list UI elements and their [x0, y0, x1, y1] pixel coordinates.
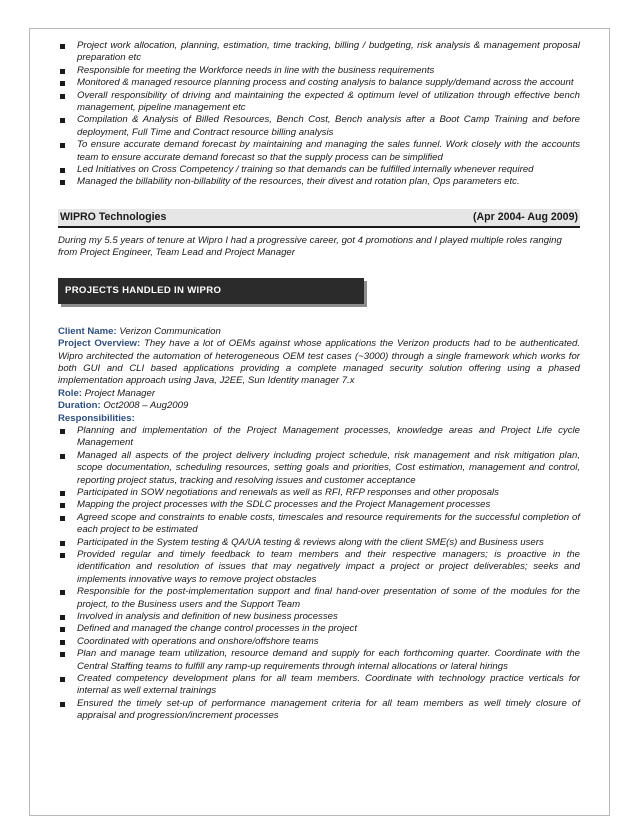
responsibilities-label: Responsibilities:	[58, 412, 135, 424]
list-item: Plan and manage team utilization, resource demand and supply for each forthcoming quarter. Coordinate with the Central Staffing teams to fulfill any ramp-up requirements through internal allocations or lateral hirings	[58, 648, 580, 673]
list-item: Responsible for the post-implementation support and final hand-over presentation of some of the modules for the project, to the Business users and the Support Team	[58, 586, 580, 611]
company-period: (Apr 2004- Aug 2009)	[473, 211, 578, 224]
list-item: Compilation & Analysis of Billed Resources, Bench Cost, Bench analysis after a Boot Camp Training and before deployment, Full Time and Contract resource billing analysis	[58, 114, 580, 139]
bullet-icon	[60, 81, 65, 86]
bullet-icon	[60, 180, 65, 185]
project-overview-line	[58, 338, 580, 388]
bullet-icon	[60, 44, 65, 49]
list-item: Coordinated with operations and onshore/offshore teams	[58, 636, 580, 648]
bullet-icon	[60, 652, 65, 657]
role-line	[58, 388, 580, 400]
list-item: Led Initiatives on Cross Competency / training so that demands can be fulfilled internally whenever required	[58, 164, 580, 176]
duration-value: Oct2008 – Aug2009	[103, 400, 189, 412]
company-name: WIPRO Technologies	[60, 211, 167, 224]
role-value: Project Manager	[84, 387, 156, 399]
client-name-label: Client Name:	[58, 325, 117, 337]
list-item: Project work allocation, planning, estimation, time tracking, billing / budgeting, risk analysis & management proposal preparation etc	[58, 40, 580, 65]
project-details	[58, 326, 580, 425]
top-bullet-list	[58, 40, 580, 189]
client-name: Verizon Communication	[119, 325, 221, 337]
duration-line	[58, 400, 580, 412]
bullet-icon	[60, 516, 65, 521]
bullet-icon	[60, 491, 65, 496]
bullet-icon	[60, 143, 65, 148]
list-item: Monitored & managed resource planning process and costing analysis to balance supply/demand across the account	[58, 77, 580, 89]
bullet-icon	[60, 640, 65, 645]
list-item: Responsible for meeting the Workforce needs in line with the business requirements	[58, 65, 580, 77]
list-item: Managed the billability non-billability of the resources, their divest and rotation plan, Ops parameters etc.	[58, 176, 580, 188]
bullet-icon	[60, 168, 65, 173]
list-item: Defined and managed the change control processes in the project	[58, 623, 580, 635]
company-header	[58, 209, 580, 228]
list-item: Overall responsibility of driving and maintaining the expected & optimum level of utilization through effective bench management, pipeline management etc	[58, 90, 580, 115]
bullet-icon	[60, 429, 65, 434]
list-item: Ensured the timely set-up of performance management criteria for all team members as well timely closure of appraisal and progression/increment processes	[58, 698, 580, 723]
bullet-icon	[60, 627, 65, 632]
list-item: Participated in SOW negotiations and renewals as well as RFI, RFP responses and other proposals	[58, 487, 580, 499]
projects-section-title: PROJECTS HANDLED IN WIPRO	[65, 285, 222, 297]
list-item: Provided regular and timely feedback to team members and their respective managers; is proactive in the identification and resolution of issues that may negatively impact a project or project deliverables; seeks and implements innovative ways to remove project obstacles	[58, 549, 580, 586]
bullet-icon	[60, 615, 65, 620]
project-overview: They have a lot of OEMs against whose applications the Verizon products had to be authenticated. Wipro architected the automation of heterogeneous OEM test cases (~3000) through a single framework which works for both GUI and CLI based applications providing a complete managed security solution offering using a phased implementation approach using Java, J2EE, Sun Identity manager 7.x	[58, 338, 580, 387]
list-item: To ensure accurate demand forecast by maintaining and managing the sales funnel. Work closely with the accounts team to ensure accurate demand forecast so that the supply process can be simplified	[58, 139, 580, 164]
list-item: Planning and implementation of the Project Management processes, knowledge areas and Project Life cycle Management	[58, 425, 580, 450]
bullet-icon	[60, 454, 65, 459]
role-label: Role:	[58, 387, 82, 399]
bullet-icon	[60, 503, 65, 508]
resume-content	[58, 40, 580, 723]
bullet-icon	[60, 553, 65, 558]
bullet-icon	[60, 118, 65, 123]
duration-label: Duration:	[58, 400, 101, 412]
list-item: Participated in the System testing & QA/UA testing & reviews along with the client SME(s) and Business users	[58, 537, 580, 549]
list-item: Agreed scope and constraints to enable costs, timescales and resource requirements for the successful completion of each project to be estimated	[58, 512, 580, 537]
project-overview-label: Project Overview:	[58, 338, 141, 350]
list-item: Involved in analysis and definition of new business processes	[58, 611, 580, 623]
list-item: Created competency development plans for all team members. Coordinate with technology practice verticals for internal as well external trainings	[58, 673, 580, 698]
bullet-icon	[60, 590, 65, 595]
list-item: Managed all aspects of the project delivery including project schedule, risk management and risk mitigation plan, scope documentation, scheduling resources, setting goals and priorities, Cost estimation, management and control, reporting project status, tracking and resolving issues and customer acceptance	[58, 450, 580, 487]
responsibilities-line	[58, 413, 580, 425]
bullet-icon	[60, 677, 65, 682]
bullet-icon	[60, 702, 65, 707]
bullet-icon	[60, 69, 65, 74]
bullet-icon	[60, 94, 65, 99]
tenure-summary: During my 5.5 years of tenure at Wipro I had a progressive career, got 4 promotions and I played multiple roles ranging from Project Engineer, Team Lead and Project Manager	[58, 234, 562, 259]
bullet-icon	[60, 541, 65, 546]
responsibilities-list	[58, 425, 580, 723]
client-name-line	[58, 326, 580, 338]
projects-section-header	[58, 278, 364, 304]
list-item: Mapping the project processes with the SDLC processes and the Project Management processes	[58, 499, 580, 511]
